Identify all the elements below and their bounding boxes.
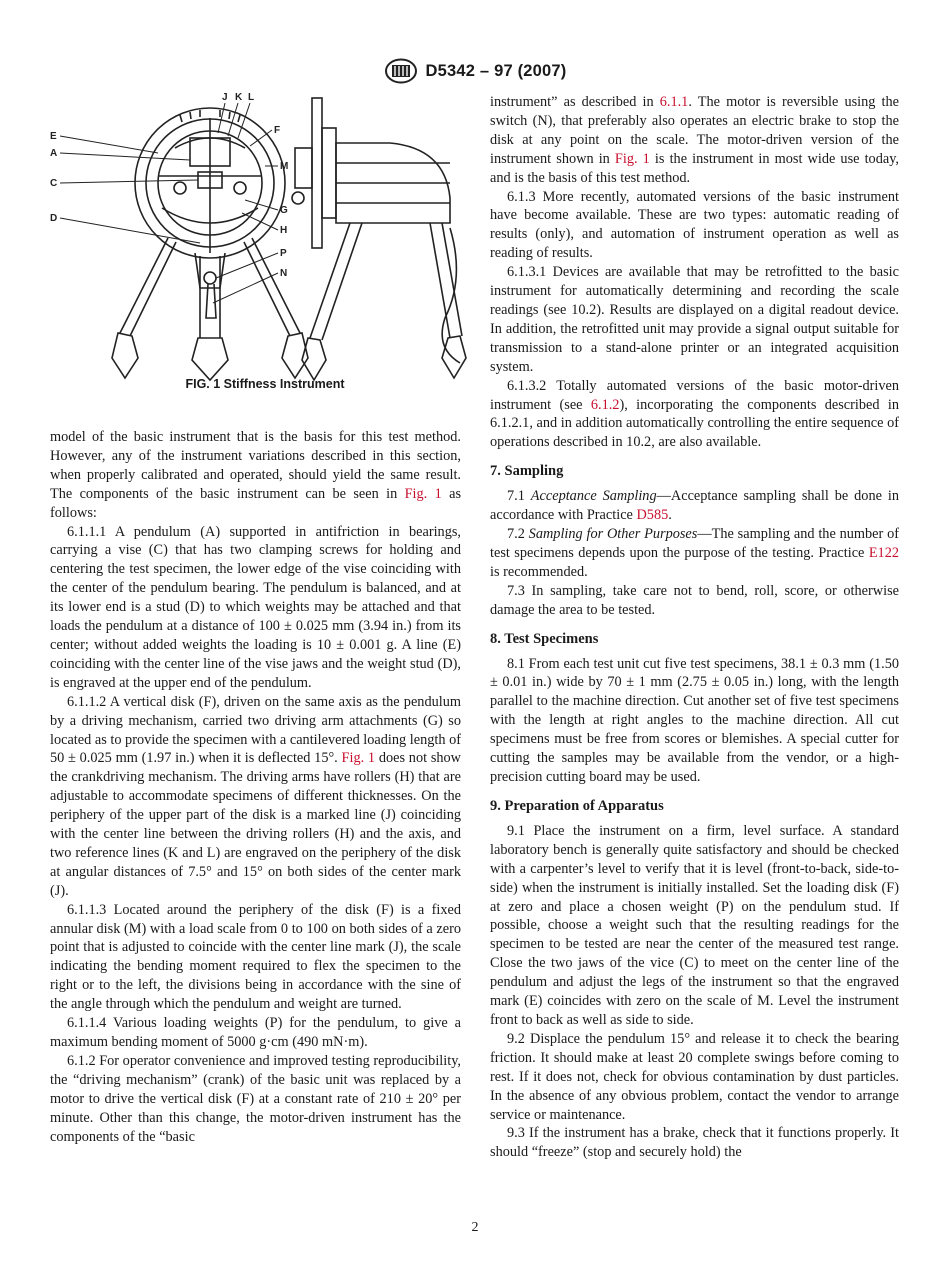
fig1-link[interactable]: Fig. 1: [341, 750, 376, 767]
label-e: E: [50, 131, 57, 142]
fig1-link[interactable]: Fig. 1: [614, 150, 650, 167]
e122-link[interactable]: E122: [868, 544, 899, 561]
paragraph-7-2: 7.2 Sampling for Other Purposes—The sampling and the number of test specimens depends upon the purpose of the testing. Practice E122 is recommended.: [490, 526, 899, 580]
label-n: N: [280, 268, 288, 279]
label-g: G: [280, 205, 288, 216]
paragraph-intro: model of the basic instrument that is the basis for this test method. However, any of the instrument variations described in this section, when properly calibrated and operated, should yield the same result. The components of the basic instrument can be seen in Fig. 1 as follows:: [50, 429, 462, 521]
paragraph-6-1-2: 6.1.2 For operator convenience and improved testing reproducibility, the “driving mechanism” (crank) of the basic unit was replaced by a motor to drive the vertical disk (F) at a constant rate of 210 ± 20° per minute. Other than this change, the motor-driven instrument has the components of the “basic: [50, 1052, 461, 1145]
paragraph-6-1-3: 6.1.3 More recently, automated versions of the basic instrument have become available. These are two types: automatic reading of results (only), and automation of instrument operation as well as reading of results.: [490, 188, 899, 262]
label-a: A: [50, 148, 58, 159]
paragraph-9-2: 9.2 Displace the pendulum 15° and release it to check the bearing friction. It should make at least 20 complete swings before coming to rest. If it does not, check for obvious contamination by dust particles. In the absence of any obvious problem, contact the vendor to arrange service or maintenance.: [490, 1030, 899, 1123]
heading-test-specimens: 8. Test Specimens: [490, 630, 599, 647]
label-j: J: [222, 92, 228, 103]
paragraph-8-1: 8.1 From each test unit cut five test specimens, 38.1 ± 0.3 mm (1.50 ± 0.01 in.) wide by 70 ± 1 mm (2.75 ± 0.05 in.) long, with the length parallel to the machine direction. Cut another set of five test specimens with the length at right angles to the machine direction. All cut specimens must be free from scores or blemishes. A special cutter for cutting the samples may be available from the vendor, or a high-precision cutting board may be used.: [490, 655, 899, 785]
label-c: C: [50, 178, 58, 189]
heading-preparation-of-apparatus: 9. Preparation of Apparatus: [490, 797, 664, 814]
astm-logo-icon: [384, 58, 418, 84]
label-d: D: [50, 213, 58, 224]
label-l: L: [248, 92, 255, 103]
paragraph-6-1-1-2: 6.1.1.2 A vertical disk (F), driven on the same axis as the pendulum by a driving mechanism, carried two driving arm attachments (G) so located as to provide the specimen with a cantilevered loading length of 50 ± 0.025 mm (1.97 in.) when it is deflected 15°. Fig. 1 does not show the crankdriving mechanism. The driving arms have rollers (H) that are adjustable to accommodate specimens of different thicknesses. On the periphery of the upper part of the disk is a marked line (J) coinciding with the center line between the driving rollers (H) and the axis, and two reference lines (K and L) are engraved on the periphery of the disk at angular distances of 7.5° and 15° on both sides of the center mark (J).: [50, 693, 462, 899]
paragraph-6-1-1-3: 6.1.1.3 Located around the periphery of the disk (F) is a fixed annular disk (M) with a load scale from 0 to 100 on both sides of a zero point that is adjusted to coincide with the center line mark (J), the scale indicating the bending moment required to flex the specimen to the right or to the left, the divisions being in accordance with the sine of the angle through which the pendulum and weight are turned.: [50, 901, 461, 1013]
label-p: P: [280, 248, 287, 259]
fig1-link[interactable]: Fig. 1: [404, 485, 442, 502]
paragraph-9-3: 9.3 If the instrument has a brake, check that it functions properly. It should “freeze” (stop and securely hold) the: [490, 1125, 899, 1161]
paragraph-7-1: 7.1 Acceptance Sampling—Acceptance sampling shall be done in accordance with Practice D585.: [490, 488, 899, 524]
label-f: F: [274, 125, 281, 136]
page-header: [0, 58, 950, 84]
stiffness-instrument-figure: [50, 88, 470, 398]
label-k: K: [235, 92, 243, 103]
paragraph-6-1-3-2: 6.1.3.2 Totally automated versions of the basic motor-driven instrument (see 6.1.2), incorporating the components described in 6.1.2.1, and in addition automatically controlling the entire sequence of operations described in 10.2, are also available.: [490, 377, 899, 451]
paragraph-6-1-1-4: 6.1.1.4 Various loading weights (P) for the pendulum, to give a maximum bending moment of 5000 g·cm (490 mN·m).: [50, 1015, 461, 1050]
paragraph-7-3: 7.3 In sampling, take care not to bend, roll, score, or otherwise damage the area to be tested.: [490, 582, 899, 618]
label-m: M: [280, 161, 289, 172]
paragraph-continued: instrument” as described in 6.1.1. The motor is reversible using the switch (N), that preferably also operates an electric brake to stop the disk at any point on the scale. The motor-driven version of the instrument shown in Fig. 1 is the instrument in most wide use today, and is the basis of this test method.: [490, 94, 899, 186]
right-column: [490, 93, 899, 1162]
page-number: 2: [471, 1220, 479, 1235]
paragraph-6-1-3-1: 6.1.3.1 Devices are available that may be retrofitted to the basic instrument for automatically determining and recording the scale readings (see 10.2). Results are displayed on a digital readout device. In addition, the retrofitted unit may provide a signal output suitable for transmission to a stand-alone printer or an integrated acquisition system.: [490, 264, 899, 375]
document-designation: D5342 – 97 (2007): [425, 61, 567, 80]
section-6-1-1-link[interactable]: 6.1.1: [659, 94, 689, 110]
heading-sampling: 7. Sampling: [490, 463, 564, 480]
paragraph-6-1-1-1: 6.1.1.1 A pendulum (A) supported in antifriction in bearings, carrying a vise (C) that has two clamping screws for holding and centering the test specimen, the lower edge of the vise coinciding with the center of the pendulum bearing. The pendulum is balanced, and at its lower end is a stud (D) to which weights may be attached and that loads the pendulum at a distance of 100 ± 0.025 mm (3.94 in.) from its center; without added weights the loading is 10 ± 0.001 g. A line (E) coinciding with the center line of the vise jaws and the weight stud (D), is engraved at the upper end of the pendulum.: [50, 523, 461, 691]
left-column: [50, 428, 461, 1146]
figure-caption: FIG. 1 Stiffness Instrument: [185, 377, 345, 391]
label-h: H: [280, 225, 288, 236]
section-6-1-2-link[interactable]: 6.1.2: [590, 396, 620, 413]
d585-link[interactable]: D585: [636, 507, 669, 524]
paragraph-9-1: 9.1 Place the instrument on a firm, level surface. A standard laboratory bench is generally quite satisfactory and should be checked with a carpenter’s level to verify that it is level (front-to-back, side-to-side) when the instrument is initially installed. Set the loading disk (F) at zero and place a chosen weight (P) on the pendulum stud. If possible, choose a weight such that the resulting readings for the specimen to be tested are near the center of the measured test range. Close the two jaws of the vice (C) to meet on the center line of the pendulum and adjust the legs of the instrument so that the engraved mark (E) coincides with zero on the scale of M. Level the instrument front to back as well as side to side.: [490, 822, 899, 1028]
